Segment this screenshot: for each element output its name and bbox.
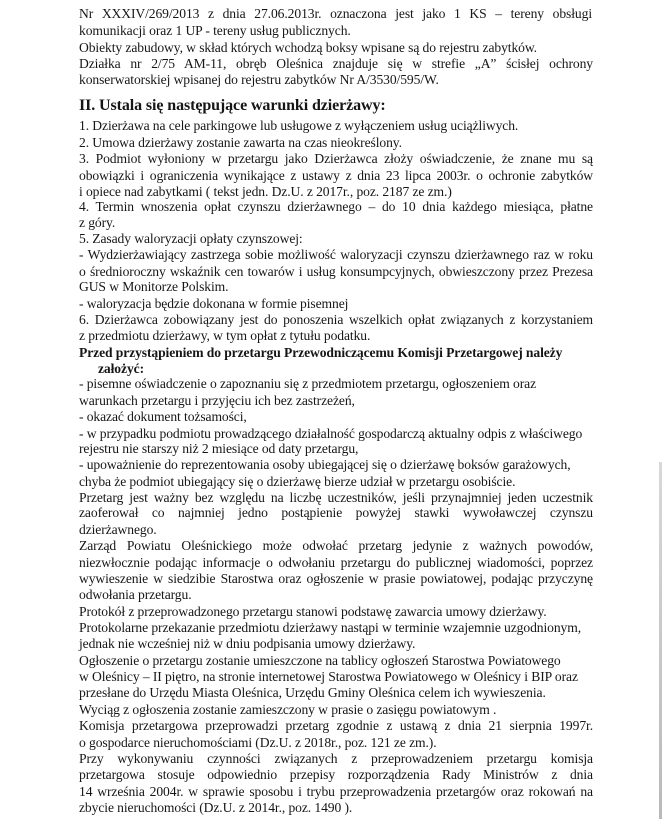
- text-line: 2. Umowa dzierżawy zostanie zawarta na czas nieokreślony.: [79, 134, 402, 150]
- text-line: o gospodarce nieruchomościami (Dz.U. z 2018r., poz. 121 ze zm.).: [79, 734, 437, 750]
- text-line: i opiece nad zabytkami ( tekst jedn. Dz.U. z 2017r., poz. 2187 ze zm.): [79, 183, 452, 199]
- text-line: z góry.: [79, 214, 116, 230]
- requirements-heading: założyć:: [98, 361, 144, 376]
- text-line: niezwłocznie podając informacje o odwołaniu przetargu do publicznej wiadomości, poprzez: [79, 554, 593, 570]
- text-line: warunkach przetargu i przyjęciu ich bez zastrzeżeń,: [79, 392, 355, 408]
- text-line: Zarząd Powiatu Oleśnickiego może odwołać przetarg jedynie z ważnych powodów,: [79, 538, 593, 554]
- text-line: Nr XXXIV/269/2013 z dnia 27.06.2013r. oznaczona jest jako 1 KS – tereny obsługi: [79, 5, 592, 21]
- text-line: w Oleśnicy – II piętro, na stronie internetowej Starostwa Powiatowego w Oleśnicy i BIP oraz: [79, 669, 578, 685]
- text-line: Obiekty zabudowy, w skład których wchodzą boksy wpisane są do rejestru zabytków.: [79, 39, 537, 55]
- text-line: Protokolarne przekazanie przedmiotu dzierżawy nastąpi w terminie wzajemnie uzgodnionym,: [79, 620, 582, 635]
- text-line: - pisemne oświadczenie o zapoznaniu się z przedmiotem przetargu, ogłoszeniem oraz: [79, 376, 537, 392]
- text-line: o średnioroczny wskaźnik cen towarów i usług konsumpcyjnych, obwieszczony przez Prezesa: [79, 263, 593, 279]
- text-line: obowiązki i ograniczenia wynikające z ustawy z dnia 23 lipca 2003r. o ochronie zabytków: [79, 167, 593, 183]
- text-line: przetargowa stosuje odpowiednio przepisy rozporządzenia Rady Ministrów z dnia: [79, 767, 593, 783]
- text-line: Przetarg jest ważny bez względu na liczbę uczestników, jeśli przynajmniej jeden uczestnik: [79, 490, 593, 505]
- text-line: Przy wykonywaniu czynności związanych z przeprowadzeniem przetargu komisja: [79, 750, 593, 766]
- text-line: Ogłoszenie o przetargu zostanie umieszczone na tablicy ogłoszeń Starostwa Powiatowego: [79, 652, 561, 668]
- text-line: 6. Dzierżawca zobowiązany jest do ponoszenia wszelkich opłat związanych z korzystaniem: [79, 311, 593, 327]
- text-line: - w przypadku podmiotu prowadzącego działalność gospodarczą aktualny odpis z właściwego: [79, 425, 583, 441]
- text-line: dzierżawnego.: [79, 521, 157, 537]
- text-line: Wyciąg z ogłoszenia zostanie zamieszczony w prasie o zasięgu powiatowym .: [79, 701, 497, 717]
- text-line: zaoferował co najmniej jedno postąpienie powyżej stawki wywoławczej czynszu: [79, 505, 593, 521]
- text-line: - upoważnienie do reprezentowania osoby ubiegającej się o dzierżawę boksów garażowych,: [79, 457, 571, 473]
- text-line: - okazać dokument tożsamości,: [79, 409, 247, 425]
- text-line: z przedmiotu dzierżawy, w tym opłat z tytułu podatku.: [79, 328, 371, 344]
- text-line: Protokół z przeprowadzonego przetargu stanowi podstawę zawarcia umowy dzierżawy.: [79, 603, 547, 619]
- text-line: - Wydzierżawiający zastrzega sobie możliwość waloryzacji czynszu dzierżawnego raz w roku: [79, 247, 593, 263]
- text-line: 5. Zasady waloryzacji opłaty czynszowej:: [79, 231, 303, 247]
- requirements-heading: Przed przystąpieniem do przetargu Przewodniczącemu Komisji Przetargowej należy: [79, 344, 563, 360]
- section-heading: II. Ustala się następujące warunki dzierżawy:: [79, 97, 386, 115]
- text-line: wywieszenie w siedzibie Starostwa oraz ogłoszenie w prasie powiatowej, podając przyczynę: [79, 570, 593, 586]
- text-line: przesłane do Urzędu Miasta Oleśnica, Urzędu Gminy Oleśnica celem ich wywieszenia.: [79, 685, 546, 701]
- text-line: 4. Termin wnoszenia opłat czynszu dzierżawnego – do 10 dnia każdego miesiąca, płatne: [79, 199, 593, 215]
- text-line: Działka nr 2/75 AM-11, obręb Oleśnica znajduje się w strefie „A” ścisłej ochrony: [79, 55, 593, 71]
- text-line: konserwatorskiej wpisanej do rejestru zabytków Nr A/3530/595/W.: [79, 72, 439, 88]
- text-line: chyba że podmiot ubiegający się o dzierżawę bierze udział w przetargu osobiście.: [79, 473, 516, 489]
- text-line: jednak nie wcześniej niż w dniu podpisania umowy dzierżawy.: [79, 636, 416, 652]
- text-line: Komisja przetargowa przeprowadzi przetarg zgodnie z ustawą z dnia 21 sierpnia 1997r.: [79, 718, 593, 734]
- text-line: odwołania przetargu.: [79, 587, 192, 603]
- text-line: 1. Dzierżawa na cele parkingowe lub usługowe z wyłączeniem usług uciążliwych.: [79, 117, 519, 133]
- text-line: rejestru nie starszy niż 2 miesiące od daty przetargu,: [79, 440, 359, 456]
- text-line: 3. Podmiot wyłoniony w przetargu jako Dzierżawca złoży oświadczenie, że znane mu są: [79, 151, 593, 167]
- text-line: 14 września 2004r. w sprawie sposobu i trybu przeprowadzenia przetargów oraz rokowań na: [79, 783, 593, 799]
- text-line: - waloryzacja będzie dokonana w formie pisemnej: [79, 295, 349, 311]
- text-line: zbycie nieruchomości (Dz.U. z 2014r., poz. 1490 ).: [79, 800, 353, 815]
- text-line: komunikacji oraz 1 UP - tereny usług publicznych.: [79, 23, 351, 39]
- text-line: GUS w Monitorze Polskim.: [79, 279, 229, 295]
